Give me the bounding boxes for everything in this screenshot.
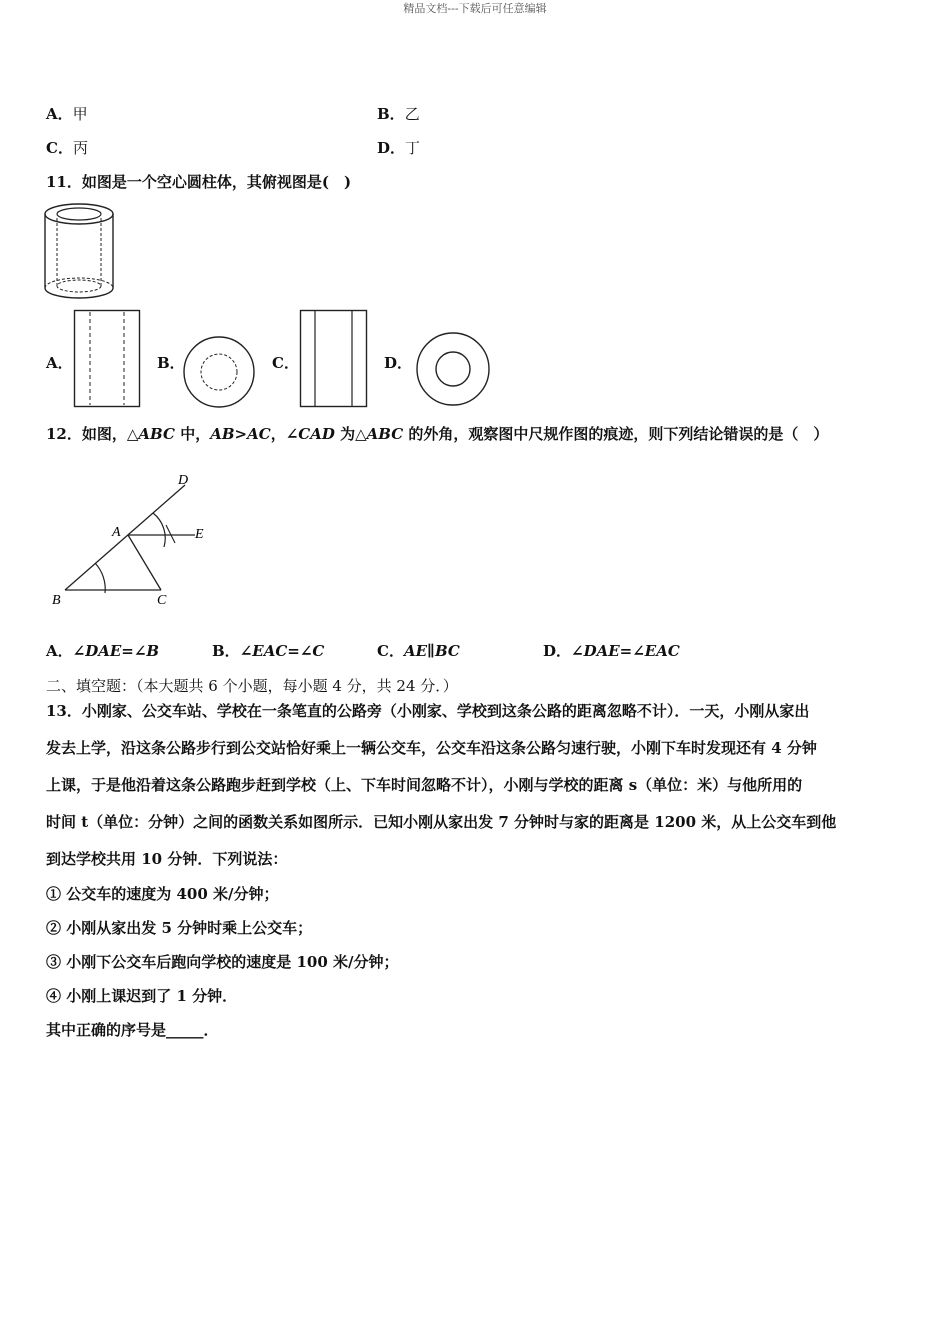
- option-label: B．: [212, 642, 240, 660]
- q10-option-c[interactable]: [46, 137, 88, 158]
- option-text: ∠DAE=∠B: [72, 642, 160, 660]
- q12-stem: [46, 423, 828, 444]
- stem-math: AC: [247, 425, 271, 443]
- q12-option-c[interactable]: [377, 640, 460, 661]
- q11-option-c-label[interactable]: C．: [272, 354, 299, 372]
- q10-option-d[interactable]: [377, 137, 420, 158]
- option-label: A．: [46, 642, 73, 660]
- option-text: 甲: [72, 105, 88, 123]
- label-d: D: [178, 473, 189, 488]
- q13-line-1: 13．小刚家、公交车站、学校在一条笔直的公路旁（小刚家、学校到这条公路的距离忽略不计）．一天，小刚从家出: [46, 702, 810, 720]
- hollow-cylinder-figure: [40, 200, 120, 304]
- stem-math: ABC: [138, 425, 175, 443]
- stem-math: ABC: [366, 425, 404, 443]
- option-text: ∠EAC=∠C: [239, 642, 325, 660]
- triangle-construction-figure: [40, 465, 220, 615]
- q13-statement-4: ④ 小刚上课迟到了 1 分钟．: [46, 987, 238, 1005]
- option-label: B．: [377, 105, 405, 123]
- q11-option-d-label[interactable]: D．: [384, 354, 413, 372]
- stem-text: 12．如图，△: [46, 425, 139, 443]
- option-label: C．: [377, 642, 404, 660]
- q13-line-3: 上课，于是他沿着这条公路跑步赶到学校（上、下车时间忽略不计），小刚与学校的距离 s（单位：米）与他所用的: [46, 776, 803, 794]
- stem-math: AB: [210, 425, 235, 443]
- q13-answer-prompt[interactable]: 其中正确的序号是_____．: [46, 1021, 219, 1039]
- option-label: A．: [46, 105, 73, 123]
- stem-text: 中，: [174, 425, 211, 443]
- option-b-ring-dashed-icon: [182, 335, 256, 409]
- option-text: ∠DAE=∠EAC: [571, 642, 680, 660]
- stem-text: 为△: [334, 425, 367, 443]
- label-b: B: [52, 593, 61, 608]
- stem-math: CAD: [298, 425, 335, 443]
- q10-option-b[interactable]: [377, 103, 420, 124]
- q13-statement-2: ② 小刚从家出发 5 分钟时乘上公交车；: [46, 919, 313, 937]
- q13-statement-1: ① 公交车的速度为 400 米/分钟；: [46, 885, 279, 903]
- option-label: D．: [543, 642, 572, 660]
- stem-text: ，∠: [270, 425, 299, 443]
- q12-option-d[interactable]: [543, 640, 680, 661]
- stem-math: >: [234, 425, 248, 443]
- q12-option-b[interactable]: [212, 640, 324, 661]
- option-label: C．: [46, 139, 73, 157]
- q13-line-4: 时间 t（单位：分钟）之间的函数关系如图所示．已知小刚从家出发 7 分钟时与家的距离是 1200 米，从上公交车到他: [46, 813, 837, 831]
- label-e: E: [195, 527, 204, 542]
- option-text: 乙: [404, 105, 420, 123]
- option-a-rect-dashed-icon: [74, 310, 140, 408]
- q11-stem: 11．如图是一个空心圆柱体，其俯视图是( ): [46, 173, 352, 191]
- stem-text: 的外角，观察图中尺规作图的痕迹，则下列结论错误的是（ ）: [403, 425, 829, 443]
- label-a: A: [112, 525, 121, 540]
- q13-line-2: 发去上学，沿这条公路步行到公交站恰好乘上一辆公交车，公交车沿这条公路匀速行驶，小刚下车时发现还有 4 分钟: [46, 739, 817, 757]
- q13-statement-3: ③ 小刚下公交车后跑向学校的速度是 100 米/分钟；: [46, 953, 399, 971]
- section-title: 二、填空题：（本大题共 6 个小题，每小题 4 分，共 24 分．）: [46, 677, 458, 695]
- q10-option-a[interactable]: [46, 103, 88, 124]
- option-text: AE∥BC: [403, 642, 460, 660]
- q12-option-a[interactable]: [46, 640, 159, 661]
- q11-option-b-label[interactable]: B．: [157, 354, 185, 372]
- q11-option-a-label[interactable]: A．: [46, 354, 73, 372]
- option-text: 丙: [72, 139, 88, 157]
- page-header: 精品文档---下载后可任意编辑: [403, 2, 547, 15]
- option-text: 丁: [405, 139, 421, 157]
- q13-line-5: 到达学校共用 10 分钟．下列说法：: [46, 850, 288, 868]
- option-d-ring-solid-icon: [414, 331, 492, 409]
- option-label: D．: [377, 139, 406, 157]
- label-c: C: [157, 593, 167, 608]
- option-c-rect-solid-icon: [300, 310, 368, 408]
